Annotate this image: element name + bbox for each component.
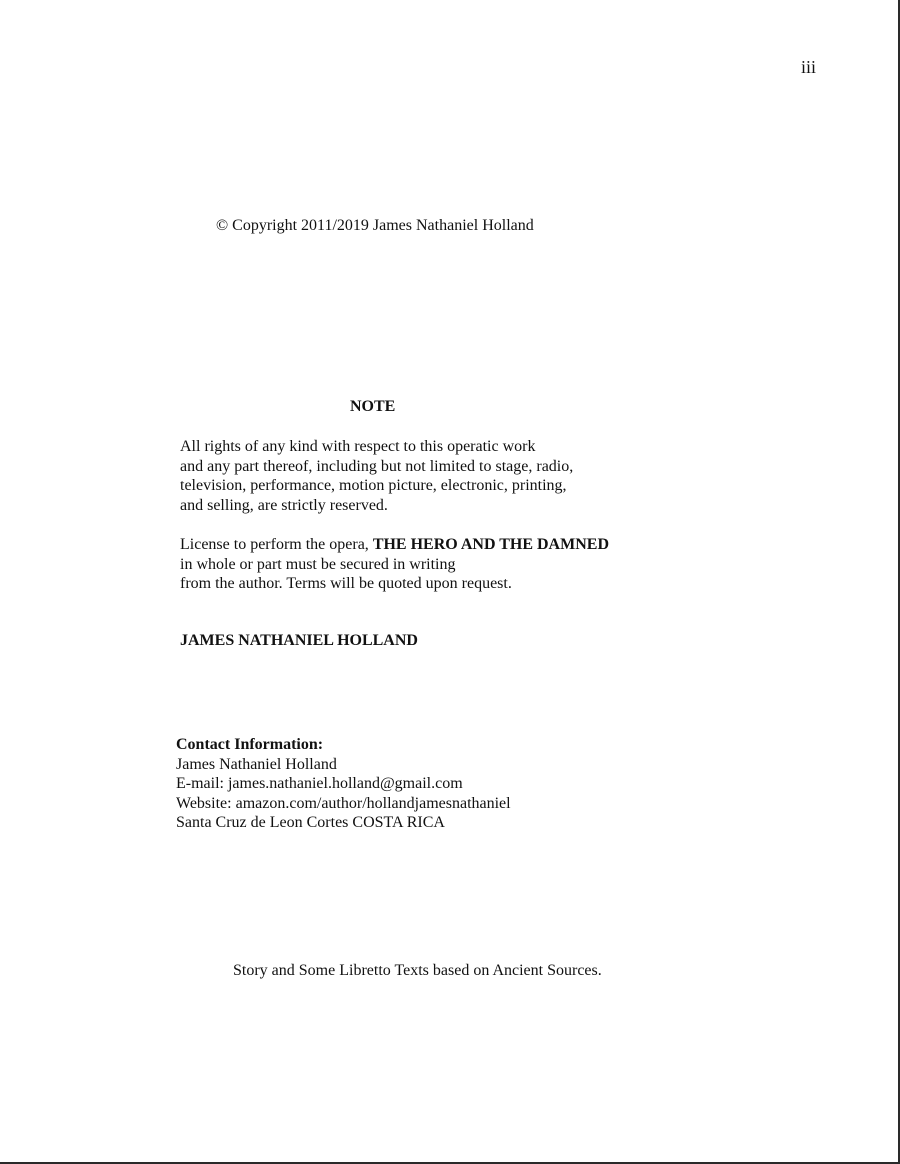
author-name: JAMES NATHANIEL HOLLAND [180,632,418,649]
note-heading: NOTE [350,398,396,415]
license-paragraph [180,535,609,594]
opera-title: THE HERO AND THE DAMNED [372,536,609,553]
contact-name: James Nathaniel Holland [176,755,337,773]
contact-heading: Contact Information: [176,736,324,753]
contact-block [176,735,511,833]
page-number: iii [800,57,816,77]
rights-paragraph [180,437,573,515]
license-line: in whole or part must be secured in writing [180,555,456,573]
license-prefix: License to perform the opera, [180,536,369,553]
rights-line: and any part thereof, including but not limited to stage, radio, [180,457,574,475]
rights-line: and selling, are strictly reserved. [180,496,388,514]
contact-email: E-mail: james.nathaniel.holland@gmail.com [176,775,463,792]
contact-location: Santa Cruz de Leon Cortes COSTA RICA [176,814,445,831]
sources-note: Story and Some Libretto Texts based on Ancient Sources. [233,962,602,979]
rights-line: All rights of any kind with respect to this operatic work [180,438,536,455]
contact-website: Website: amazon.com/author/hollandjamesnathaniel [176,794,511,812]
license-first-line [180,535,609,555]
rights-line: television, performance, motion picture, electronic, printing, [180,477,567,494]
copyright-notice: © Copyright 2011/2019 James Nathaniel Holland [216,217,534,234]
license-line: from the author. Terms will be quoted upon request. [180,575,512,592]
